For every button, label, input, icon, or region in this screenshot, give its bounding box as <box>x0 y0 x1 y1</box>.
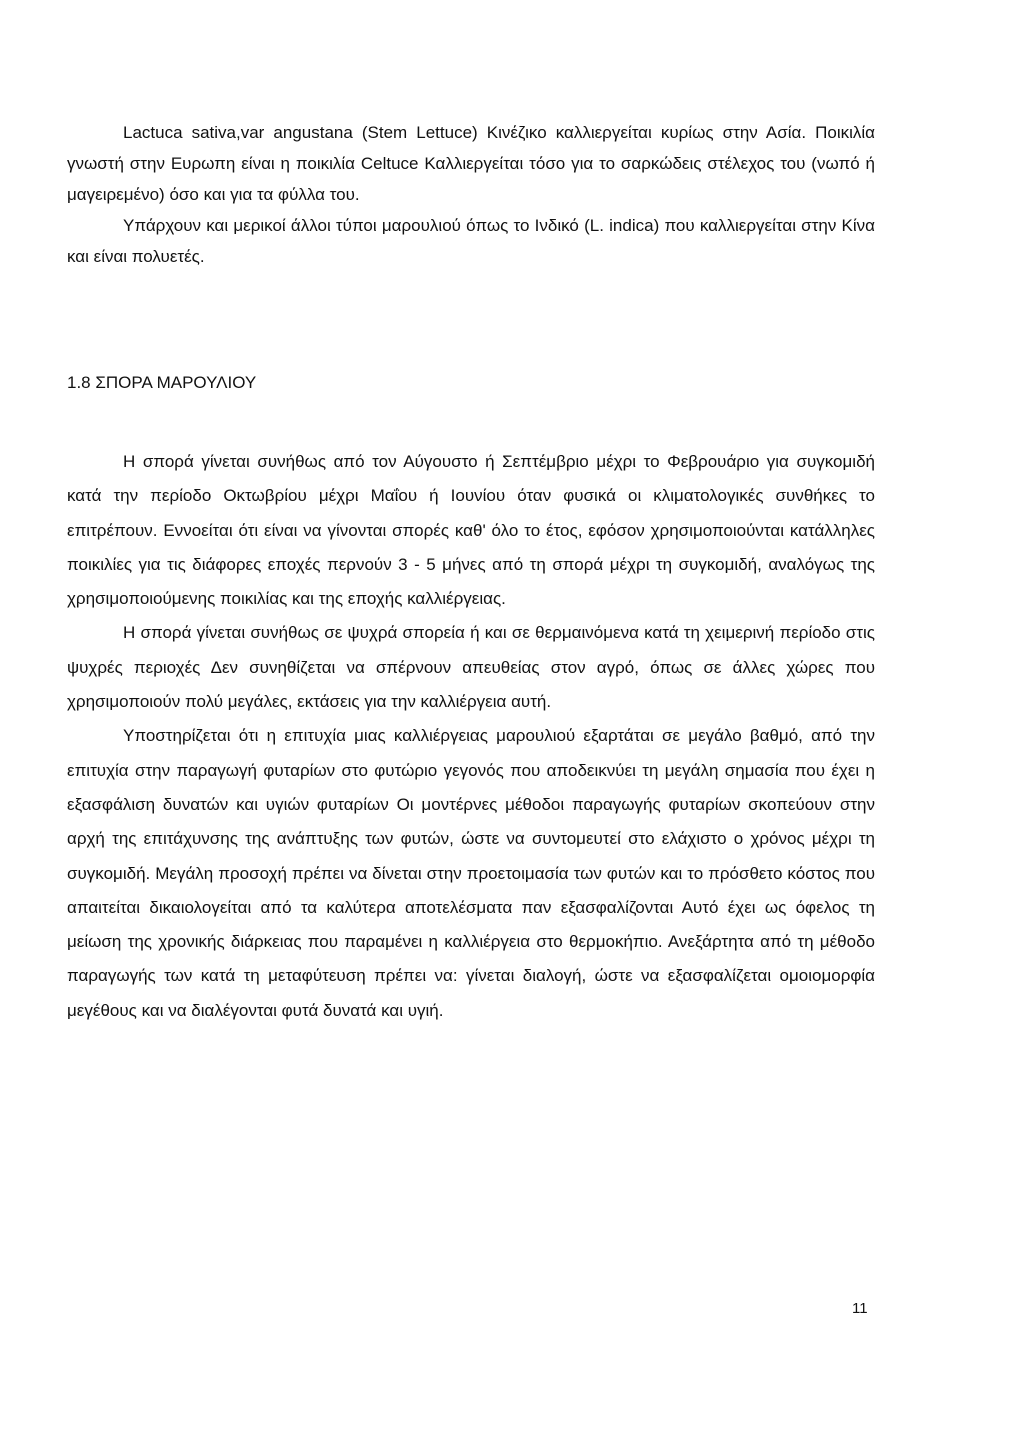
body-paragraph-1: Η σπορά γίνεται συνήθως από τον Αύγουστο ή Σεπτέμβριο μέχρι το Φεβρουάριο για συγκομιδή κατά την περίοδο Οκτωβρίου μέχρι Μαΐου ή Ιουνίου όταν φυσικά οι κλιματολογικές συνθήκες το επιτρέπουν. Εννοείται ότι είναι να γίνονται σπορές καθ' όλο το έτος, εφόσον χρησιμοποιούνται κατάλληλες ποικιλίες για τις διάφορες εποχές περνούν 3 - 5 μήνες από τη σπορά μέχρι τη συγκομιδή, αναλόγως της χρησιμοποιούμενης ποικιλίας και της εποχής καλλιέργειας. <box>67 452 875 609</box>
intro-paragraph-1: Lactuca sativa,var angustana (Stem Lettuce) Κινέζικο καλλιεργείται κυρίως στην Ασία. Ποικιλία γνωστή στην Ευρωπη είναι η ποικιλία Celtuce Καλλιεργείται τόσο για το σαρκώδεις στέλεχος του (νωπό ή μαγειρεμένο) όσο και για τα φύλλα του. <box>67 123 875 204</box>
body-paragraph-3: Υποστηρίζεται ότι η επιτυχία μιας καλλιέργειας μαρουλιού εξαρτάται σε μεγάλο βαθμό, από την επιτυχία στην παραγωγή φυταρίων στο φυτώριο γεγονός που αποδεικνύει τη μεγάλη σημασία που έχει η εξασφάλιση δυνατών και υγιών φυταρίων Οι μοντέρνες μέθοδοι παραγωγής φυταρίων σκοπεύουν στην αρχή της επιτάχυνσης της ανάπτυξης των φυτών, ώστε να συντομευτεί στο ελάχιστο ο χρόνος μέχρι τη συγκομιδή. Μεγάλη προσοχή πρέπει να δίνεται στην προετοιμασία των φυτών και το πρόσθετο κόστος που απαιτείται δικαιολογείται από τα καλύτερα αποτελέσματα παν εξασφαλίζονται Αυτό έχει ως όφελος τη μείωση της χρονικής διάρκειας που παραμένει η καλλιέργεια στο θερμοκήπιο. Ανεξάρτητα από τη μέθοδο παραγωγής των κατά τη μεταφύτευση πρέπει να: γίνεται διαλογή, ώστε να εξασφαλίζεται ομοιομορφία μεγέθους και να διαλέγονται φυτά δυνατά και υγιή. <box>67 726 875 1020</box>
body-section <box>67 445 875 1028</box>
section-heading: 1.8 ΣΠΟΡΑ ΜΑΡΟΥΛΙΟΥ <box>67 373 257 392</box>
intro-section <box>67 117 875 272</box>
body-paragraph-2: Η σπορά γίνεται συνήθως σε ψυχρά σπορεία ή και σε θερμαινόμενα κατά τη χειμερινή περίοδο στις ψυχρές περιοχές Δεν συνηθίζεται να σπέρνουν απευθείας στον αγρό, όπως σε άλλες χώρες που χρησιμοποιούν πολύ μεγάλες, εκτάσεις για την καλλιέργεια αυτή. <box>67 623 875 712</box>
page-number: 11 <box>852 1300 868 1317</box>
intro-paragraph-2: Υπάρχουν και μερικοί άλλοι τύποι μαρουλιού όπως το Ινδικό (L. indica) που καλλιεργείται στην Κίνα και είναι πολυετές. <box>67 216 875 266</box>
